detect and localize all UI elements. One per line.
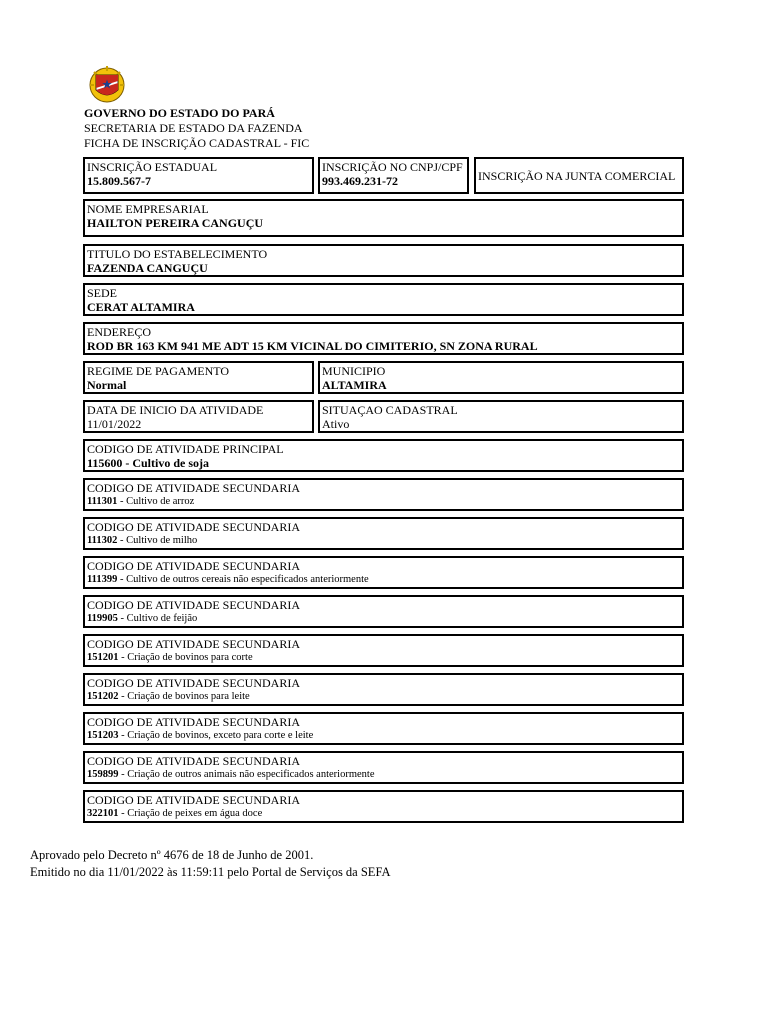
field-label: MUNICIPIO xyxy=(322,364,386,378)
endereco-value: ROD BR 163 KM 941 ME ADT 15 KM VICINAL DO CIMITERIO, SN ZONA RURAL xyxy=(87,339,538,353)
atividade-secundaria-value xyxy=(85,495,682,509)
field-label: ENDEREÇO xyxy=(87,325,151,339)
activity-description: Criação de bovinos para corte xyxy=(127,652,253,663)
activity-separator: - xyxy=(118,730,128,741)
header-form-title: FICHA DE INSCRIÇÃO CADASTRAL - FIC xyxy=(84,136,310,150)
document-footer xyxy=(30,847,391,881)
situacao-cadastral-box xyxy=(318,400,684,433)
field-label: CODIGO DE ATIVIDADE SECUNDARIA xyxy=(87,676,300,690)
activity-code: 151203 xyxy=(87,730,119,741)
activity-code: 119905 xyxy=(87,613,118,624)
field-label: CODIGO DE ATIVIDADE SECUNDARIA xyxy=(87,715,300,729)
activity-separator: - xyxy=(117,613,127,624)
activity-code: 115600 xyxy=(87,456,123,470)
activity-code: 111399 xyxy=(87,574,118,585)
field-label: CODIGO DE ATIVIDADE SECUNDARIA xyxy=(87,559,300,573)
atividade-secundaria-value xyxy=(85,768,682,782)
activity-description: Criação de outros animais não especificados anteriormente xyxy=(127,769,375,780)
inscricao-estadual-value: 15.809.567-7 xyxy=(87,174,151,188)
header-government: GOVERNO DO ESTADO DO PARÁ xyxy=(84,106,275,120)
activity-separator: - xyxy=(122,456,133,470)
atividade-secundaria-box xyxy=(83,712,684,745)
atividade-secundaria-value xyxy=(85,573,682,587)
atividade-secundaria-value xyxy=(85,612,682,626)
activity-separator: - xyxy=(117,496,127,507)
activity-code: 151202 xyxy=(87,691,119,702)
footer-decree: Aprovado pelo Decreto nº 4676 de 18 de Junho de 2001. xyxy=(30,848,314,862)
field-label: CODIGO DE ATIVIDADE SECUNDARIA xyxy=(87,598,300,612)
atividade-secundaria-box xyxy=(83,751,684,784)
atividade-secundaria-value xyxy=(85,534,682,548)
activity-code: 111302 xyxy=(87,535,118,546)
para-state-crest-icon xyxy=(88,64,126,104)
field-label: REGIME DE PAGAMENTO xyxy=(87,364,230,378)
atividade-principal-value xyxy=(85,456,682,470)
activity-description: Criação de bovinos, exceto para corte e leite xyxy=(127,730,314,741)
footer-emission: Emitido no dia 11/01/2022 às 11:59:11 pelo Portal de Serviços da SEFA xyxy=(30,865,391,879)
atividade-secundaria-box xyxy=(83,517,684,550)
field-label: CODIGO DE ATIVIDADE SECUNDARIA xyxy=(87,793,300,807)
atividade-secundaria-box xyxy=(83,634,684,667)
document-header xyxy=(84,106,309,151)
atividade-secundaria-value xyxy=(85,651,682,665)
activity-separator: - xyxy=(118,691,128,702)
field-label: CODIGO DE ATIVIDADE PRINCIPAL xyxy=(87,442,284,456)
atividade-secundaria-box xyxy=(83,673,684,706)
header-secretariat: SECRETARIA DE ESTADO DA FAZENDA xyxy=(84,121,303,135)
activity-description: Cultivo de soja xyxy=(132,456,210,470)
sede-box xyxy=(83,283,684,316)
nome-empresarial-value: HAILTON PEREIRA CANGUÇU xyxy=(87,216,264,230)
field-label: INSCRIÇÃO NA JUNTA COMERCIAL xyxy=(478,168,676,183)
atividade-secundaria-value xyxy=(85,729,682,743)
field-label: CODIGO DE ATIVIDADE SECUNDARIA xyxy=(87,754,300,768)
activity-description: Cultivo de arroz xyxy=(126,496,195,507)
atividade-secundaria-value xyxy=(85,690,682,704)
municipio-box xyxy=(318,361,684,394)
activity-separator: - xyxy=(118,808,128,819)
field-label: CODIGO DE ATIVIDADE SECUNDARIA xyxy=(87,637,300,651)
field-label: DATA DE INICIO DA ATIVIDADE xyxy=(87,403,264,417)
activity-code: 159899 xyxy=(87,769,119,780)
nome-empresarial-box xyxy=(83,199,684,237)
inscricao-estadual-box xyxy=(83,157,314,194)
regime-pagamento-box xyxy=(83,361,314,394)
activity-description: Cultivo de feijão xyxy=(126,613,198,624)
atividade-secundaria-box xyxy=(83,790,684,823)
field-label: CODIGO DE ATIVIDADE SECUNDARIA xyxy=(87,481,300,495)
situacao-cadastral-value: Ativo xyxy=(322,417,350,431)
field-label: TITULO DO ESTABELECIMENTO xyxy=(87,247,268,261)
cnpj-cpf-box xyxy=(318,157,469,194)
atividade-secundaria-box xyxy=(83,595,684,628)
titulo-estabelecimento-box xyxy=(83,244,684,277)
atividade-principal-box xyxy=(83,439,684,472)
activity-description: Criação de peixes em água doce xyxy=(127,808,263,819)
field-label: CODIGO DE ATIVIDADE SECUNDARIA xyxy=(87,520,300,534)
data-inicio-value: 11/01/2022 xyxy=(87,417,142,431)
cnpj-cpf-value: 993.469.231-72 xyxy=(322,174,398,188)
field-label: NOME EMPRESARIAL xyxy=(87,202,209,216)
activity-code: 151201 xyxy=(87,652,119,663)
field-label: INSCRIÇÃO NO CNPJ/CPF xyxy=(322,160,463,174)
titulo-estabelecimento-value: FAZENDA CANGUÇU xyxy=(87,261,208,275)
regime-pagamento-value: Normal xyxy=(87,378,127,392)
field-label: SEDE xyxy=(87,286,117,300)
sede-value: CERAT ALTAMIRA xyxy=(87,300,195,314)
activity-code: 322101 xyxy=(87,808,119,819)
activity-code: 111301 xyxy=(87,496,118,507)
activity-separator: - xyxy=(117,535,127,546)
activity-separator: - xyxy=(117,574,127,585)
atividade-secundaria-box xyxy=(83,556,684,589)
field-label: INSCRIÇÃO ESTADUAL xyxy=(87,160,218,174)
atividade-secundaria-value xyxy=(85,807,682,821)
junta-comercial-box xyxy=(474,157,684,194)
field-label: SITUAÇAO CADASTRAL xyxy=(322,403,458,417)
activity-description: Cultivo de milho xyxy=(126,535,198,546)
data-inicio-box xyxy=(83,400,314,433)
activity-separator: - xyxy=(118,769,128,780)
atividade-secundaria-box xyxy=(83,478,684,511)
activity-description: Cultivo de outros cereais não especificados anteriormente xyxy=(126,574,369,585)
activity-separator: - xyxy=(118,652,128,663)
activity-description: Criação de bovinos para leite xyxy=(127,691,250,702)
municipio-value: ALTAMIRA xyxy=(322,378,387,392)
endereco-box xyxy=(83,322,684,355)
